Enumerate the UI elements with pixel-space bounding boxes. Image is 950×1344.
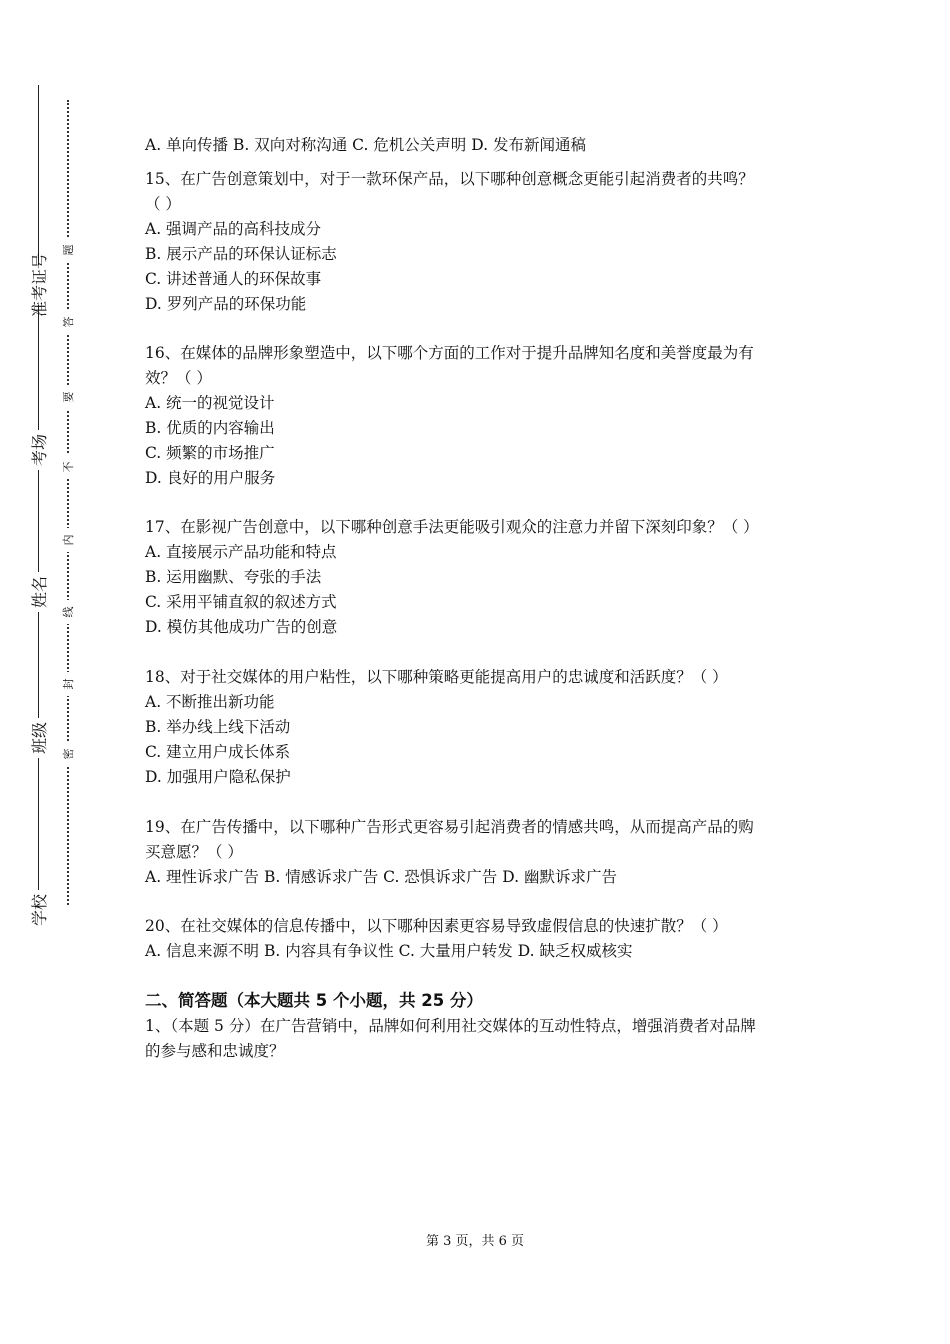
label-exam-number: 准考证号	[18, 265, 58, 305]
question-15	[145, 167, 825, 317]
option: A. 强调产品的高科技成分	[145, 220, 322, 238]
seal-char: 线	[56, 600, 80, 624]
option: C. 建立用户成长体系	[145, 743, 291, 761]
option: B. 优质的内容输出	[145, 419, 275, 437]
question-stem: 17、在影视广告创意中，以下哪种创意手法更能吸引观众的注意力并留下深刻印象？（ ）	[145, 518, 759, 536]
option: C. 采用平铺直叙的叙述方式	[145, 593, 337, 611]
option: B. 举办线上线下活动	[145, 718, 291, 736]
seal-char: 不	[56, 455, 80, 479]
question-stem: 18、对于社交媒体的用户粘性，以下哪种策略更能提高用户的忠诚度和活跃度？（ ）	[145, 668, 728, 686]
option: D. 加强用户隐私保护	[145, 768, 291, 786]
question-stem: 20、在社交媒体的信息传播中，以下哪种因素更容易导致虚假信息的快速扩散？（ ）	[145, 917, 728, 935]
question-18	[145, 665, 825, 790]
option: B. 运用幽默、夸张的手法	[145, 568, 322, 586]
question-stem: 15、在广告创意策划中，对于一款环保产品，以下哪种创意概念更能引起消费者的共鸣？	[145, 170, 754, 188]
binding-margin	[0, 0, 110, 1344]
label-class: 班级	[18, 718, 58, 758]
seal-char: 答	[56, 310, 80, 334]
seal-char: 题	[56, 238, 80, 262]
label-exam-room: 考场	[18, 430, 58, 470]
seal-dotted-line	[67, 100, 69, 905]
option: D. 罗列产品的环保功能	[145, 295, 307, 313]
question-stem: 效？（ ）	[145, 369, 212, 387]
option: D. 良好的用户服务	[145, 469, 276, 487]
option: D. 模仿其他成功广告的创意	[145, 618, 338, 636]
label-name: 姓名	[18, 572, 58, 612]
question-stem: 1、（本题 5 分）在广告营销中，品牌如何利用社交媒体的互动性特点，增强消费者对品牌	[145, 1017, 756, 1035]
seal-char: 封	[56, 672, 80, 696]
page-footer: 第 3 页，共 6 页	[425, 1234, 525, 1249]
binding-line	[38, 85, 39, 915]
option: C. 讲述普通人的环保故事	[145, 270, 322, 288]
question-stem: 买意愿？（ ）	[145, 843, 243, 861]
question-16	[145, 341, 825, 491]
question-19	[145, 815, 825, 890]
option: A. 不断推出新功能	[145, 693, 275, 711]
question-stem: 19、在广告传播中，以下哪种广告形式更容易引起消费者的情感共鸣，从而提高产品的购	[145, 818, 754, 836]
question-20	[145, 914, 825, 964]
label-school: 学校	[18, 890, 58, 930]
question-stem: 16、在媒体的品牌形象塑造中，以下哪个方面的工作对于提升品牌知名度和美誉度最为有	[145, 344, 754, 362]
seal-char: 要	[56, 385, 80, 409]
option: C. 频繁的市场推广	[145, 444, 275, 462]
options-line: A. 单向传播 B. 双向对称沟通 C. 危机公关声明 D. 发布新闻通稿	[145, 135, 586, 154]
seal-char: 内	[56, 528, 80, 552]
seal-char: 密	[56, 742, 80, 766]
question-17	[145, 515, 825, 640]
option: B. 展示产品的环保认证标志	[145, 245, 337, 263]
section-title: 二、简答题（本大题共 5 个小题，共 25 分）	[145, 991, 483, 1010]
option: A. 信息来源不明 B. 内容具有争议性 C. 大量用户转发 D. 缺乏权威核实	[145, 942, 633, 960]
question-stem: （ ）	[145, 195, 181, 213]
option: A. 直接展示产品功能和特点	[145, 543, 337, 561]
short-answer-1	[145, 1014, 825, 1064]
option: A. 统一的视觉设计	[145, 394, 275, 412]
option: A. 理性诉求广告 B. 情感诉求广告 C. 恐惧诉求广告 D. 幽默诉求广告	[145, 868, 617, 886]
question-stem: 的参与感和忠诚度？	[145, 1042, 285, 1060]
